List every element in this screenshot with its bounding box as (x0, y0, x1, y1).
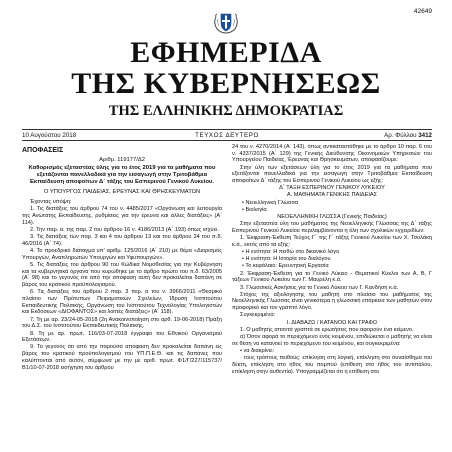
subject-item: • Βιολογία (242, 206, 267, 213)
consideration-item: 9. Το γεγονός ότι από την παρούσα απόφαση δεν προκαλείται δαπάνη εις βάρος του κρατικού προϋπολογισμού του ΥΠ.Π.Ε.Θ. και τις δαπάνες που καλύπτονται από αυτόν, σύμφωνα με την με αριθ. πρωτ. Φ1/Γ/227/115737/Β1/10-07-2018 εισήγηση του άρθρου (22, 344, 222, 371)
sheet-label: Αρ. Φύλλου (384, 131, 417, 139)
consideration-item: 4. Το προεδρικό διάταγμα υπ' αριθμ. 125/2016 (Α΄ 210) με θέμα «Διορισμός Υπουργών, Αναπληρωτών Υπουργών και Υφυπουργών». (22, 248, 222, 261)
subject-item: • Νεοελληνική Γλώσσα (242, 199, 299, 206)
exclusion-list (232, 249, 432, 270)
body-columns (22, 144, 432, 452)
subject-group-heading: Α. ΜΑΘΗΜΑΤΑ ΓΕΝΙΚΗΣ ΠΑΙΔΕΙΑΣ (286, 192, 378, 199)
ministry-heading: Ο ΥΠΟΥΡΓΟΣ ΠΑΙΔΕΙΑΣ, ΕΡΕΥΝΑΣ ΚΑΙ ΘΡΗΣΚΕΥΜΑΤΩΝ (43, 189, 201, 196)
exclusion-item: • Η ενότητα: Η πειθώ στο δικανικό λόγο (242, 249, 340, 256)
decision-text: Στην ύλη των εξετάσεων ύλη για το έτος 2019 για τα μαθήματα που εξετάζονται πανελλαδικά για την εισαγωγή στην Τριτοβάθμια Εκπαίδευση αποφοίτων Δ΄ τάξης του Εσπερινού Γενικού Λυκείου ως εξής: (232, 164, 432, 185)
consideration-item: 5. Τις διατάξεις του άρθρου 90 του Κώδικα Νομοθεσίας για την Κυβέρνηση και τα κυβερνητικά όργανα που κυρώθηκε με το άρθρο πρώτο του π.δ. 63/2005 (Α΄ 98) και το γεγονός ότι από την απόφαση αυτή δεν προκαλείται δαπάνη σε βάρος του κρατικού προϋπολογισμού. (22, 262, 222, 289)
issue-date: 10 Αυγούστου 2018 (22, 131, 77, 139)
body-paragraph: 2. Έκφραση-Έκθεση για το Γενικό Λύκειο - Θεματικοί Κύκλοι των Α, Β, Γ τάξεων Γενικού Λυκείου των Γ. Μαυρέλη κ.ά. (232, 270, 432, 284)
body-paragraph: 3. Γλωσσικές Ασκήσεις για το Γενικό Λύκειο των Γ. Κανδήση κ.ά. (240, 284, 399, 291)
consideration-item: 6. Τις διατάξεις του άρθρου 2 παρ. 3 περ. α του ν. 3966/2011 «Θεσμικό πλαίσιο των Πρότυπων Πειραματικών Σχολείων, Ίδρυση Ινστιτούτου Εκπαιδευτικής Πολιτικής, Οργάνωση του Ινστιτούτου Τεχνολογίας Υπολογιστών και Εκδόσεων «ΔΙΟΦΑΝΤΟΣ» και λοιπές διατάξεις» (Α΄ 118). (22, 289, 222, 316)
considerations-intro: Έχοντας υπόψη: (30, 199, 72, 206)
body-paragraph: Στην εξεταστέα ύλη του μαθήματος της Νεοελληνικής Γλώσσας της Δ΄ τάξης Εσπερινού Γενικού Λυκείου περιλαμβάνονται η όλη των σχολικών εγχειριδίων: (232, 221, 432, 234)
exclusion-item: • Η ενότητα: Η Ιστορία του διαλόγου (242, 256, 331, 263)
body-paragraph: · τους τρόπους πειθούς: επίκληση στη λογική, επίκληση στο συναίσθημα του δέκτη, επίκληση στο ήθος του πομπού (επίθεση στο ήθος του αντιπάλου, επίκληση στην αυθεντία). Υπογραμμίζεται ότι η επίθεση στο (232, 355, 432, 375)
right-column (232, 144, 432, 452)
exclusion-item: • Το κεφάλαιο: Ερευνητική Εργασία (242, 263, 329, 270)
decision-number: Αριθμ. 119177/Δ2 (99, 157, 145, 163)
left-column (22, 144, 222, 452)
subject-list (232, 200, 432, 214)
body-paragraph: • να διακρίνει: (240, 347, 274, 354)
consideration-item: 2. Την παρ. α. της παρ. 2 του άρθρου 16 ν. 4186/2013 (Α΄ 193) όπως ισχύει. (30, 227, 219, 234)
continuation-text: 24 του ν. 4270/2014 (Α΄ 143), όπως αντικαταστάθηκε με το άρθρο 10 παρ. 6 του ν. 4337/2015 (Α΄ 129) της Γενικής Διεύθυνσης Οικονομικών Υπηρεσιών του Υπουργείου Παιδείας, Έρευνας και Θρησκευμάτων, αποφασίζουμε: (232, 144, 432, 164)
body-paragraph: 1. Ο μαθητής απαντά γραπτά σε ερωτήσεις που αφορούν ένα κείμενο. (240, 326, 414, 333)
body-paragraph: Συγκεκριμένα: (240, 312, 276, 319)
body-paragraph: 1. Έκφραση-Έκθεση Τεύχος Γ΄ της Γ΄ τάξης Γενικού Λυκείου των Χ. Τσολάκη κ.ά., εκτός από τα εξής: (232, 235, 432, 248)
class-heading: Δ΄ ΤΑΞΗ ΕΣΠΕΡΙΝΟΥ ΓΕΝΙΚΟΥ ΛΥΚΕΙΟΥ (279, 185, 385, 192)
subject-sub-heading: ΝΕΟΕΛΛΗΝΙΚΗ ΓΛΩΣΣΑ (Γενικής Παιδείας) (277, 214, 387, 221)
part-heading: Ι. ΔΙΑΒΑΖΩ / ΚΑΤΑΝΟΩ ΚΑΙ ΓΡΑΦΩ (286, 319, 378, 326)
sheet-number (384, 132, 432, 139)
gazette-title-line2: ΤΗΣ ΚΥΒΕΡΝΗΣΕΩΣ (71, 67, 381, 100)
gazette-subtitle: ΤΗΣ ΕΛΛΗΝΙΚΗΣ ΔΗΜΟΚΡΑΤΙΑΣ (108, 103, 344, 119)
issue-bar (22, 129, 432, 141)
page-number: 42649 (413, 8, 432, 15)
consideration-item: 7. Τη με αρ. 23/24-05-2018 (2η Ανακοινοποίηση στο αρθ. 19-06-2018) Πράξη του Δ.Σ. του Ινστιτούτου Εκπαιδευτικής Πολιτικής. (22, 316, 222, 330)
section-heading: ΑΠΟΦΑΣΕΙΣ (22, 147, 64, 154)
consideration-item: 1. Τις διατάξεις του άρθρου 74 του ν. 4485/2017 «Οργάνωση και λειτουργία της Ανώτατης Εκπαίδευσης, ρυθμίσεις για την έρευνα και άλλες διατάξεις» (Α΄ 114). (22, 206, 222, 226)
consideration-item: 3. Τις διατάξεις των παρ. 3 και 4 του άρθρου 13 και του άρθρου 24 του π.δ. 46/2016 (Α΄ 74). (22, 234, 222, 247)
issue-series: ΤΕΥΧΟΣ ΔΕΥΤΕΡΟ (195, 131, 259, 139)
gazette-title-line1: ΕΦΗΜΕΡΙΔΑ (130, 36, 322, 69)
body-paragraph: Στόχος της αξιολόγησης του μαθητή στο πλαίσιο του μαθήματος της Νεοελληνικής Γλώσσας είναι γενικότερα η γλωσσική επάρκεια των μαθητών στον προφορικό και τον γραπτό λόγο. (232, 291, 432, 312)
greek-coat-of-arms-icon (213, 10, 239, 34)
consideration-item: 8. Τη με αρ. πρωτ. 116/03-07-2018 έγγραφο του Εθνικού Οργανισμού Εξετάσεων. (22, 330, 222, 344)
decision-title: Καθορισμός εξεταστέας ύλης για το έτος 2019 για τα μαθήματα που εξετάζονται πανελλαδικά για την εισαγωγή στην Τριτοβάθμια Εκπαίδευση αποφοίτων Δ΄ τάξης του Εσπερινού Γενικού Λυκείου. (28, 165, 216, 186)
body-paragraph: α) Όσον αφορά το περιεχόμενο ενός κειμένου, επιδιώκεται ο μαθητής να είναι σε θέση να κατανοεί το περιεχόμενο του κειμένου, και συγκεκριμένα: (232, 333, 432, 347)
sheet-number-value: 3412 (418, 131, 432, 139)
